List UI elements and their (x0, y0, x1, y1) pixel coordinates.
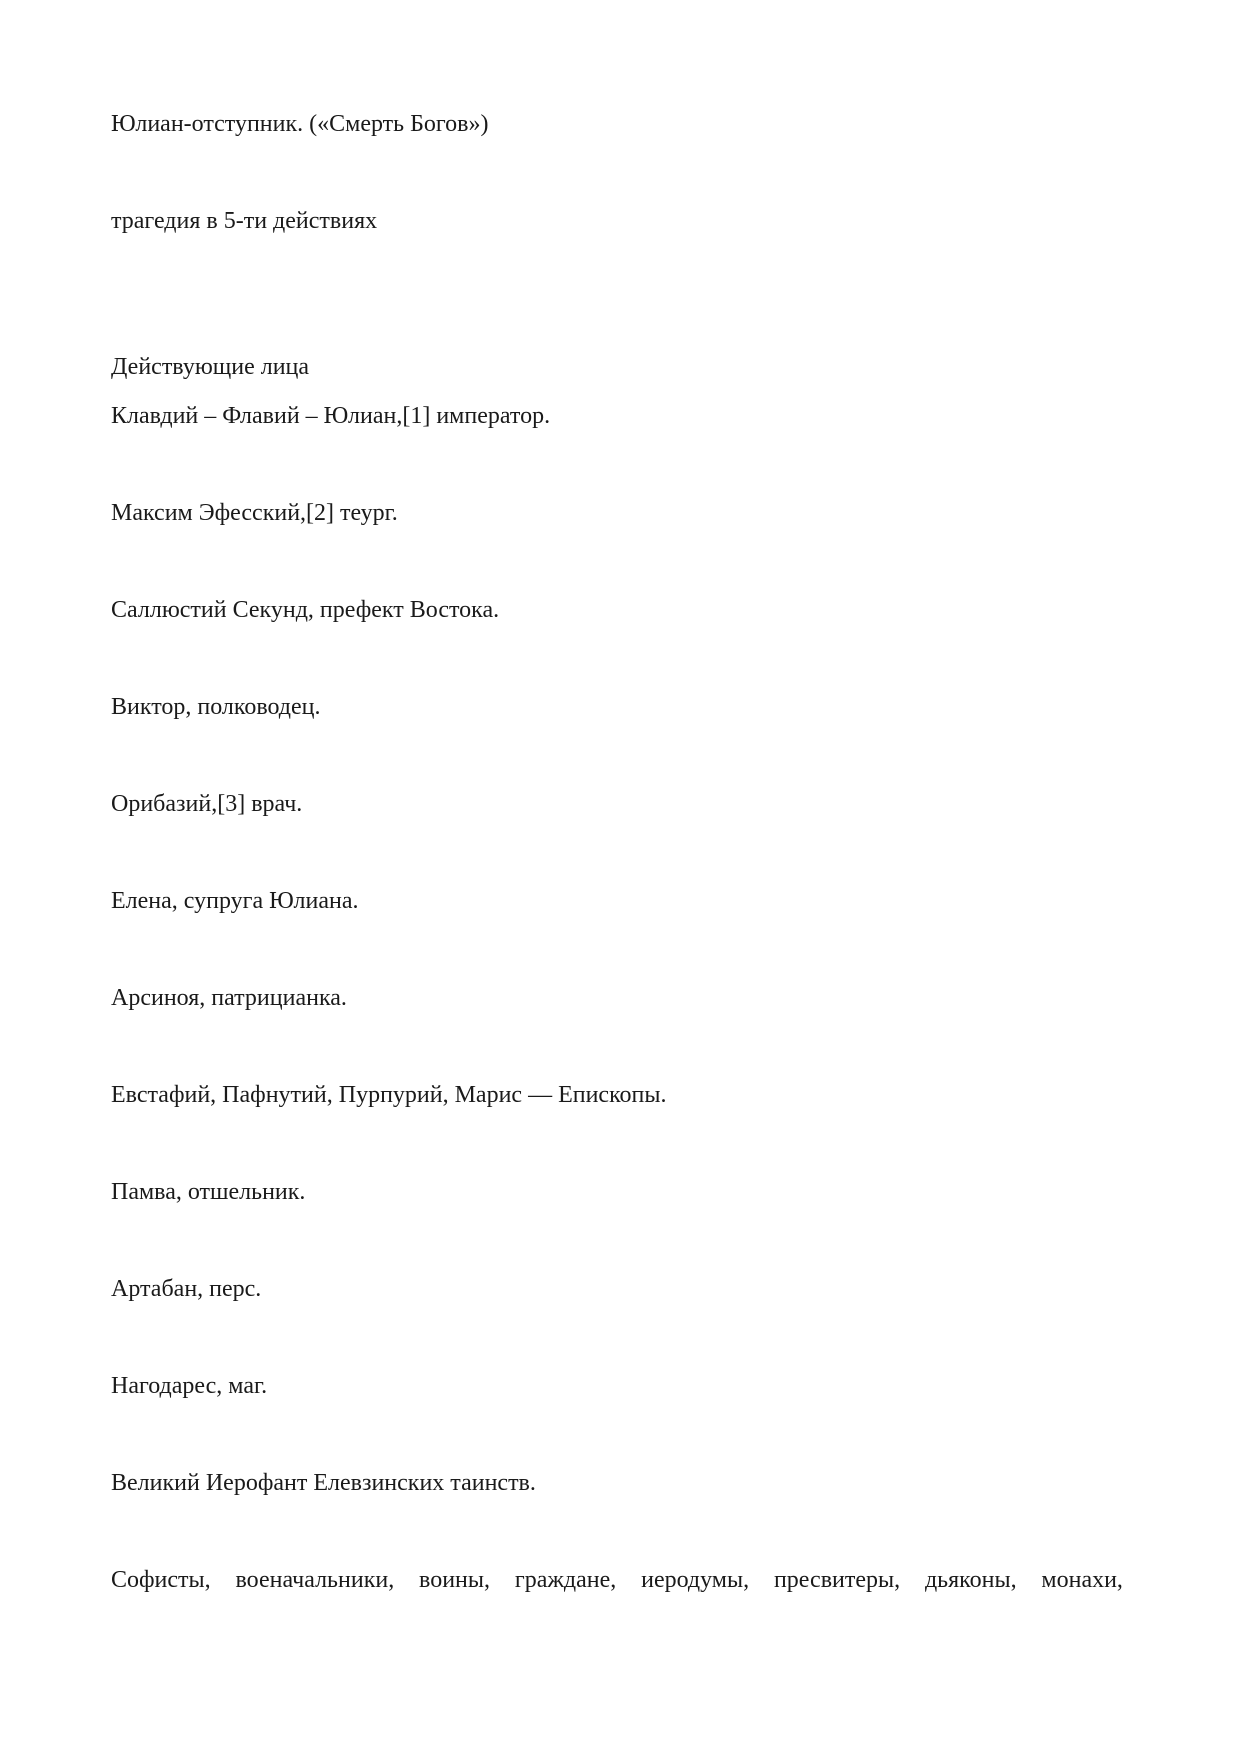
cast-item: Артабан, перс. (111, 1276, 262, 1302)
cast-item: Елена, супруга Юлиана. (111, 888, 359, 914)
cast-item: Памва, отшельник. (111, 1179, 306, 1205)
cast-item: Орибазий,[3] врач. (111, 791, 303, 817)
cast-item: Великий Иерофант Елевзинских таинств. (111, 1470, 536, 1496)
cast-item: Клавдий – Флавий – Юлиан,[1] император. (111, 403, 551, 429)
cast-final-word: Софисты, (111, 1567, 211, 1593)
cast-heading: Действующие лица (111, 354, 310, 380)
cast-final-word: иеродумы, (641, 1567, 750, 1593)
cast-item: Максим Эфесский,[2] теург. (111, 500, 398, 526)
cast-final-word: военачальники, (235, 1567, 395, 1593)
document-subtitle: трагедия в 5-ти действиях (111, 208, 378, 234)
cast-item: Арсиноя, патрицианка. (111, 985, 347, 1011)
cast-item: Нагодарес, маг. (111, 1373, 268, 1399)
cast-item: Виктор, полководец. (111, 694, 321, 720)
cast-final-word: пресвитеры, (773, 1567, 901, 1593)
cast-item: Евстафий, Пафнутий, Пурпурий, Марис — Епископы. (111, 1082, 667, 1108)
cast-final-line (111, 1565, 1123, 1595)
cast-final-word: дьяконы, (924, 1567, 1017, 1593)
cast-item: Саллюстий Секунд, префект Востока. (111, 597, 500, 623)
document-title: Юлиан-отступник. («Смерть Богов») (111, 111, 489, 137)
cast-final-word: монахи, (1041, 1567, 1123, 1593)
cast-final-word: воины, (419, 1567, 491, 1593)
cast-final-word: граждане, (514, 1567, 617, 1593)
